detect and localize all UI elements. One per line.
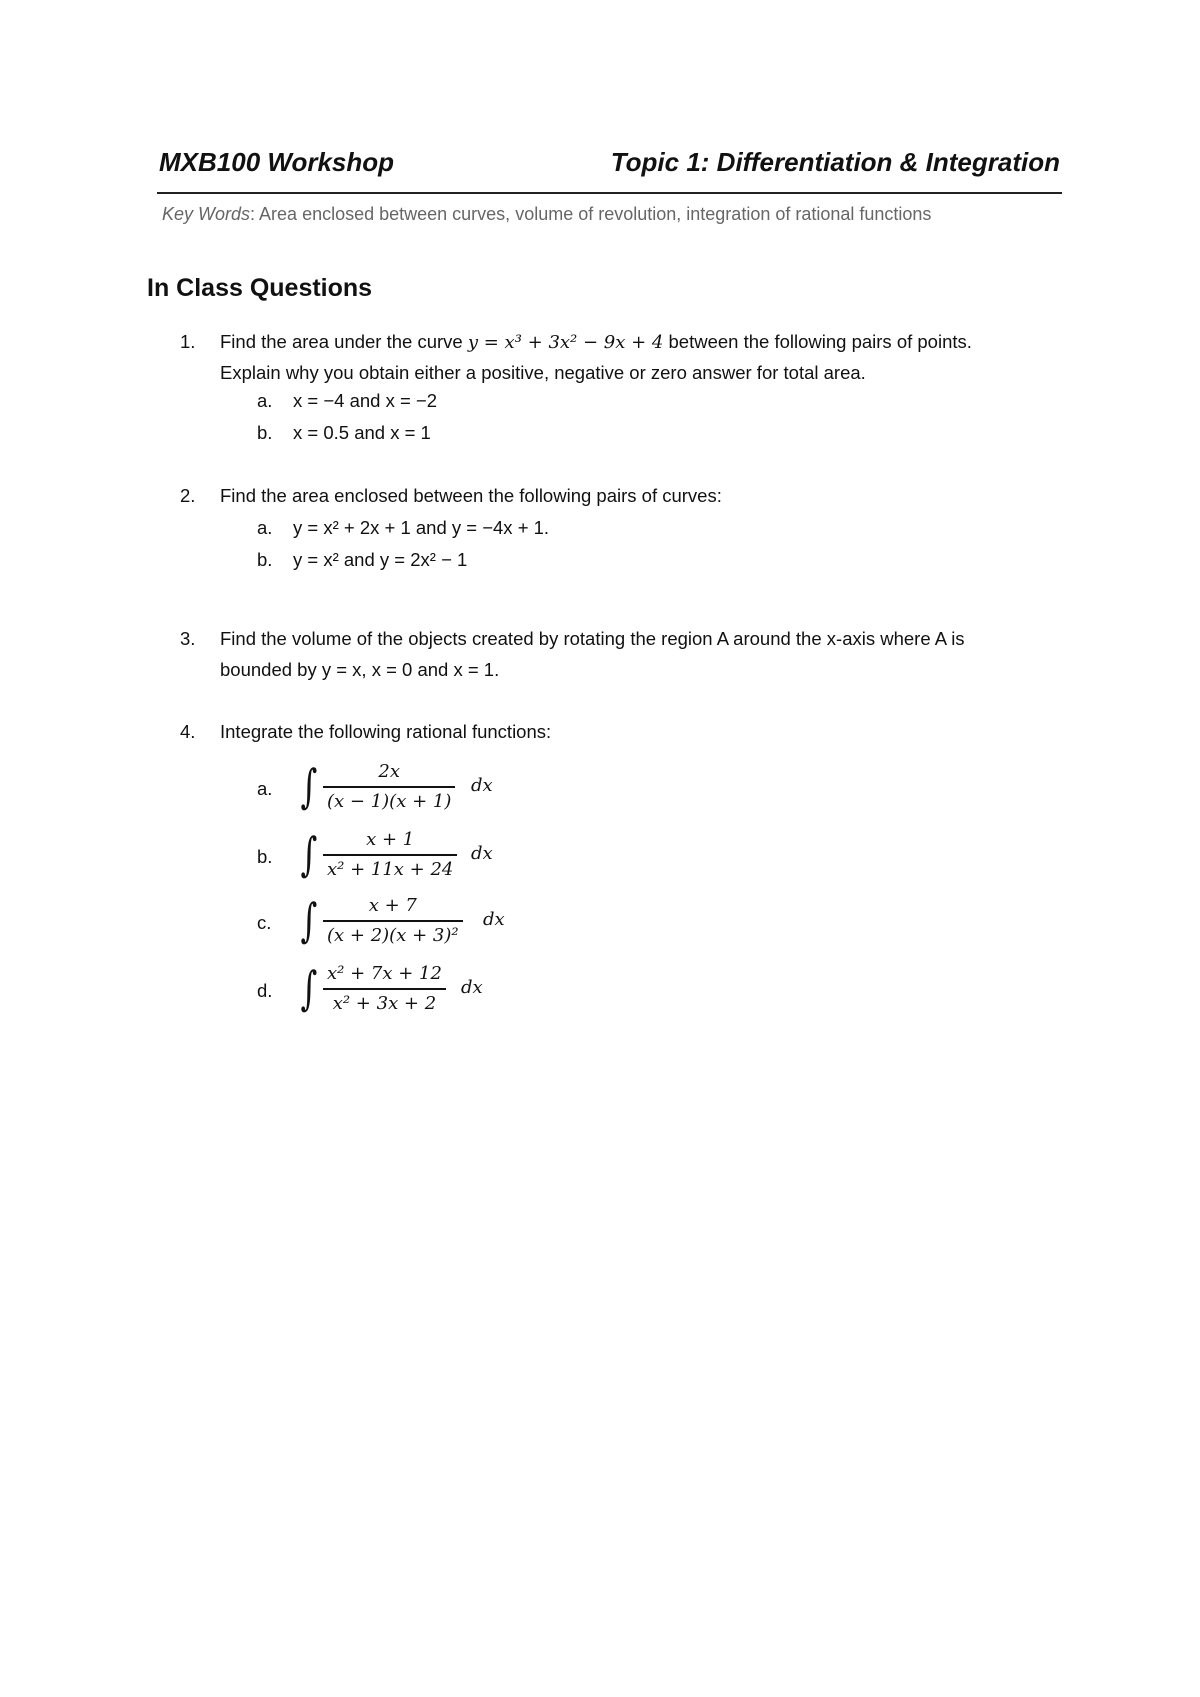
part-label: a.	[257, 390, 273, 411]
question-text: bounded by y = x, x = 0 and x = 1.	[220, 659, 500, 680]
question-text-pre: Find the area under the curve	[220, 331, 468, 352]
part-label: a.	[257, 517, 273, 538]
integral-b	[257, 826, 657, 890]
page-header	[157, 142, 1062, 194]
fraction	[323, 826, 457, 884]
topic-title: Topic 1: Differentiation & Integration	[610, 147, 1060, 177]
integral-sign-icon: ∫	[300, 827, 318, 881]
denominator: (x − 1)(x + 1)	[323, 786, 455, 816]
denominator: x² + 11x + 24	[323, 854, 457, 884]
numerator: x + 1	[366, 829, 415, 850]
question-text	[220, 326, 972, 359]
fraction	[323, 960, 446, 1018]
question-number: 3.	[180, 628, 196, 649]
numerator: 2x	[378, 761, 400, 782]
part-label: c.	[257, 912, 272, 933]
course-title: MXB100 Workshop	[159, 147, 395, 177]
part-label: b.	[257, 549, 273, 570]
part-label: a.	[257, 778, 273, 799]
question-text: Integrate the following rational functions:	[220, 721, 552, 742]
key-words-line	[162, 204, 1062, 225]
question-text: Find the volume of the objects created by rotating the region A around the x-axis where A is	[220, 628, 965, 649]
part-text: y = x² and y = 2x² − 1	[293, 549, 468, 570]
integral-d	[257, 960, 657, 1024]
part-label: d.	[257, 980, 273, 1001]
integral-sign-icon: ∫	[300, 961, 318, 1015]
part-text: y = x² + 2x + 1 and y = −4x + 1.	[293, 517, 550, 538]
question-number: 1.	[180, 331, 196, 352]
numerator: x² + 7x + 12	[327, 963, 442, 984]
part-text: x = −4 and x = −2	[293, 390, 437, 411]
question-number: 2.	[180, 485, 196, 506]
section-title: In Class Questions	[147, 274, 373, 302]
denominator: x² + 3x + 2	[323, 988, 446, 1018]
question-equation: y = x³ + 3x² − 9x + 4	[467, 332, 664, 353]
differential: dx	[483, 909, 505, 930]
differential: dx	[461, 977, 483, 998]
question-text: Explain why you obtain either a positive, negative or zero answer for total area.	[220, 362, 866, 383]
part-text: x = 0.5 and x = 1	[293, 422, 431, 443]
fraction	[323, 892, 463, 950]
question-number: 4.	[180, 721, 196, 742]
integral-sign-icon: ∫	[300, 759, 318, 813]
numerator: x + 7	[368, 895, 417, 916]
denominator: (x + 2)(x + 3)²	[323, 920, 463, 950]
key-words-text: : Area enclosed between curves, volume of revolution, integration of rational functions	[250, 204, 932, 224]
integral-a	[257, 758, 657, 822]
question-text: Find the area enclosed between the following pairs of curves:	[220, 485, 722, 506]
differential: dx	[471, 843, 493, 864]
part-label: b.	[257, 846, 273, 867]
fraction	[323, 758, 455, 816]
part-label: b.	[257, 422, 273, 443]
key-words-label: Key Words	[162, 204, 251, 224]
integral-sign-icon: ∫	[300, 893, 318, 947]
differential: dx	[471, 775, 493, 796]
integral-c	[257, 892, 657, 956]
question-text-post: between the following pairs of points.	[663, 331, 972, 352]
